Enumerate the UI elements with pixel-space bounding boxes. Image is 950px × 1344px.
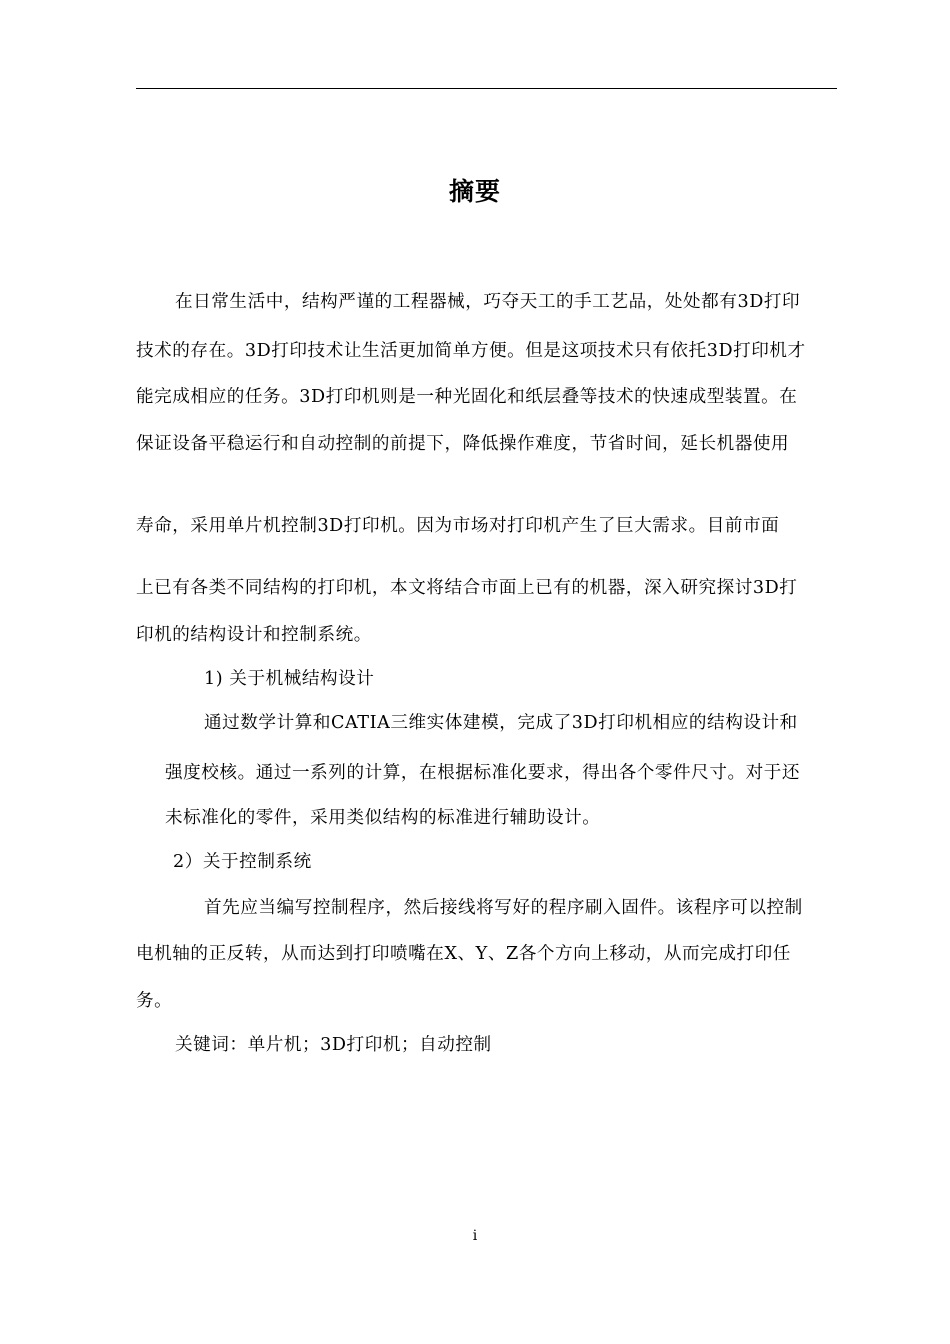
section1-line: 未标准化的零件，采用类似结构的标准进行辅助设计。: [165, 808, 601, 828]
section-heading-mechanical: 1) 关于机械结构设计: [204, 669, 375, 689]
section-heading-control: 2）关于控制系统: [173, 852, 312, 872]
header-rule: [136, 88, 837, 89]
abstract-line: 寿命，采用单片机控制3D打印机。因为市场对打印机产生了巨大需求。目前市面: [136, 516, 780, 536]
page-number: i: [472, 1228, 478, 1244]
abstract-line: 上已有各类不同结构的打印机，本文将结合市面上已有的机器，深入研究探讨3D打: [136, 578, 798, 598]
page-title: 摘要: [448, 177, 501, 206]
abstract-line: 在日常生活中，结构严谨的工程器械，巧夺天工的手工艺品，处处都有3D打印: [175, 292, 801, 312]
abstract-line: 能完成相应的任务。3D打印机则是一种光固化和纸层叠等技术的快速成型装置。在: [136, 387, 798, 407]
abstract-line: 保证设备平稳运行和自动控制的前提下，降低操作难度，节省时间，延长机器使用: [136, 434, 790, 454]
section1-line: 强度校核。通过一系列的计算，在根据标准化要求，得出各个零件尺寸。对于还: [165, 763, 801, 783]
abstract-line: 技术的存在。3D打印技术让生活更加简单方便。但是这项技术只有依托3D打印机才: [136, 341, 806, 361]
section2-line: 电机轴的正反转，从而达到打印喷嘴在X、Y、Z各个方向上移动，从而完成打印任: [136, 944, 791, 964]
section2-line: 首先应当编写控制程序，然后接线将写好的程序刷入固件。该程序可以控制: [204, 898, 803, 918]
section2-line: 务。: [136, 991, 173, 1011]
abstract-line: 印机的结构设计和控制系统。: [136, 625, 372, 645]
keywords: 关键词：单片机；3D打印机；自动控制: [175, 1035, 492, 1055]
section1-line: 通过数学计算和CATIA三维实体建模，完成了3D打印机相应的结构设计和: [204, 713, 798, 733]
